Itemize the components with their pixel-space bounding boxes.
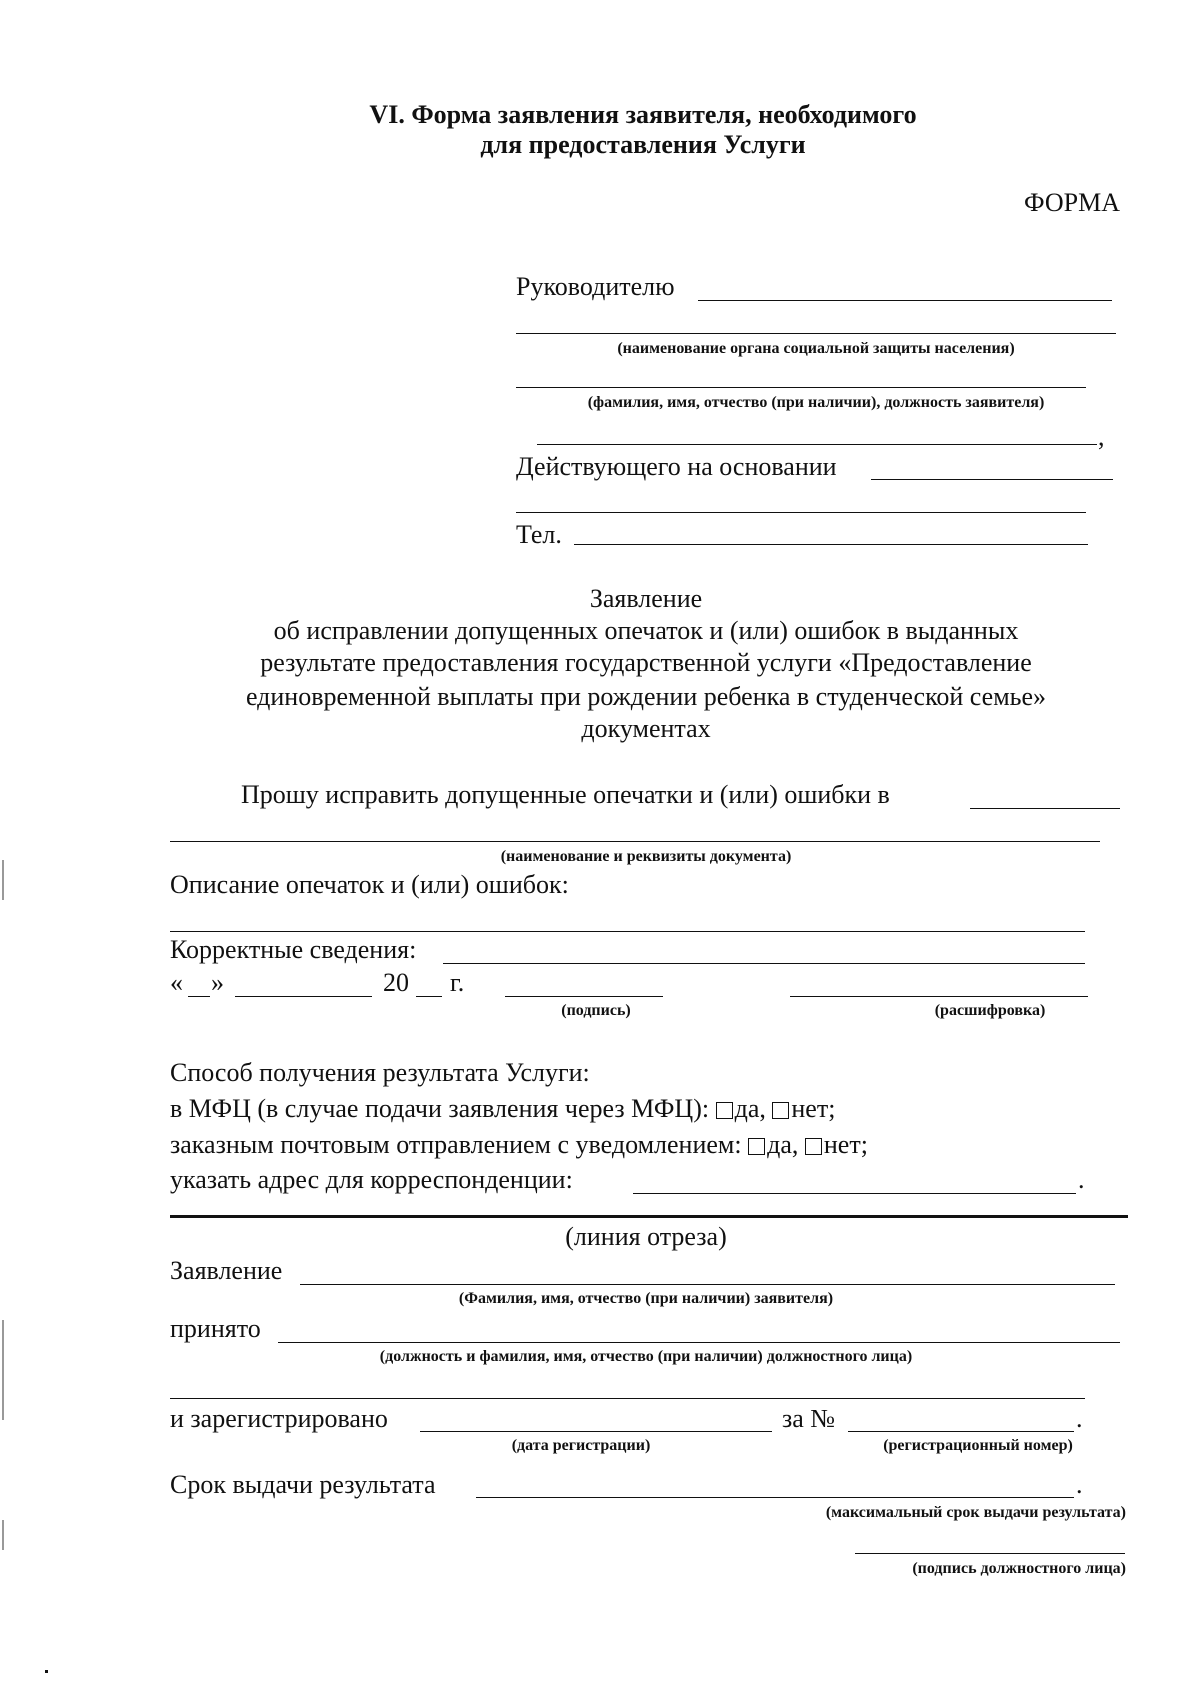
org-name-field-line2[interactable]	[516, 333, 1116, 334]
mfc-yes-label: да,	[734, 1094, 766, 1123]
mfc-no-checkbox[interactable]	[772, 1102, 789, 1119]
applicant-field[interactable]	[516, 387, 1086, 388]
mail-yes-label: да,	[767, 1130, 799, 1159]
decode-field[interactable]	[790, 996, 1088, 997]
document-caption: (наименование и реквизиты документа)	[500, 848, 792, 865]
year-field[interactable]	[416, 996, 442, 997]
form-label: ФОРМА	[1024, 188, 1120, 217]
org-caption: (наименование органа социальной защиты населения)	[617, 340, 1015, 357]
delivery-mfc-text: в МФЦ (в случае подачи заявления через МФЦ):	[170, 1094, 710, 1123]
basis-field[interactable]	[871, 479, 1113, 480]
request-text: Прошу исправить допущенные опечатки и (или) ошибки в	[241, 780, 890, 809]
scan-dot	[45, 1670, 48, 1673]
date-caption: (дата регистрации)	[511, 1437, 651, 1454]
mfc-no-label: нет;	[791, 1094, 836, 1123]
scan-mark	[2, 1320, 4, 1420]
correct-label: Корректные сведения:	[170, 935, 417, 964]
section-title-line2: для предоставления Услуги	[480, 130, 806, 159]
comma: ,	[1098, 422, 1105, 451]
term-label: Срок выдачи результата	[170, 1470, 436, 1499]
document-field-line2[interactable]	[170, 841, 1100, 842]
accepted-caption: (должность и фамилия, имя, отчество (при наличии) должностного лица)	[379, 1348, 913, 1365]
mail-yes-checkbox[interactable]	[748, 1138, 765, 1155]
registration-number-field[interactable]	[848, 1431, 1074, 1432]
year-prefix: 20	[383, 968, 409, 997]
term-period: .	[1076, 1470, 1083, 1499]
official-sign-caption: (подпись должностного лица)	[912, 1560, 1126, 1577]
delivery-mail-row	[170, 1130, 868, 1160]
accepted-field[interactable]	[278, 1342, 1120, 1343]
scan-mark	[2, 1520, 4, 1550]
phone-label: Тел.	[516, 520, 562, 549]
applicant-field-line2[interactable]	[537, 444, 1097, 445]
statement-label: Заявление	[170, 1256, 283, 1285]
title-line2: об исправлении допущенных опечаток и (или) ошибок в выданных	[273, 616, 1019, 645]
delivery-mail-text: заказным почтовым отправлением с уведомлением:	[170, 1130, 742, 1159]
mail-no-label: нет;	[823, 1130, 868, 1159]
accepted-label: принято	[170, 1314, 261, 1343]
year-suffix: г.	[450, 968, 465, 997]
registered-label: и зарегистрировано	[170, 1404, 388, 1433]
registration-date-field[interactable]	[420, 1431, 772, 1432]
date-open-quote: «	[170, 968, 183, 997]
title-line4: единовременной выплаты при рождении ребенка в студенческой семье»	[245, 682, 1047, 711]
phone-field[interactable]	[574, 544, 1088, 545]
month-field[interactable]	[235, 996, 372, 997]
document-field[interactable]	[970, 808, 1120, 809]
delivery-mfc-row	[170, 1094, 835, 1124]
number-label: за №	[782, 1404, 836, 1433]
applicant-caption: (фамилия, имя, отчество (при наличии), должность заявителя)	[587, 394, 1045, 411]
statement-field[interactable]	[300, 1284, 1115, 1285]
cut-line-label: (линия отреза)	[565, 1222, 727, 1251]
term-caption: (максимальный срок выдачи результата)	[825, 1504, 1126, 1521]
title-line5: документах	[581, 714, 711, 743]
cut-line	[170, 1215, 1128, 1218]
scan-mark	[2, 860, 4, 900]
title-line3: результате предоставления государственной услуги «Предоставление	[260, 648, 1032, 677]
basis-label: Действующего на основании	[516, 452, 837, 481]
org-name-field[interactable]	[698, 300, 1112, 301]
official-signature-field[interactable]	[855, 1553, 1125, 1554]
section-title-line1: VI. Форма заявления заявителя, необходимого	[369, 100, 917, 129]
number-caption: (регистрационный номер)	[883, 1437, 1073, 1454]
mfc-yes-checkbox[interactable]	[716, 1102, 733, 1119]
address-label: указать адрес для корреспонденции:	[170, 1165, 573, 1194]
errors-label: Описание опечаток и (или) ошибок:	[170, 870, 569, 899]
day-field[interactable]	[188, 996, 210, 997]
mail-no-checkbox[interactable]	[805, 1138, 822, 1155]
date-close-quote: »	[211, 968, 224, 997]
address-field[interactable]	[633, 1193, 1076, 1194]
correct-field[interactable]	[443, 963, 1085, 964]
decode-caption: (расшифровка)	[934, 1002, 1046, 1019]
title-line1: Заявление	[589, 584, 703, 613]
signature-caption: (подпись)	[561, 1002, 631, 1019]
number-period: .	[1076, 1404, 1083, 1433]
term-field[interactable]	[476, 1497, 1074, 1498]
errors-field[interactable]	[170, 931, 1085, 932]
to-label: Руководителю	[516, 272, 675, 301]
signature-field[interactable]	[505, 996, 663, 997]
statement-caption: (Фамилия, имя, отчество (при наличии) заявителя)	[458, 1290, 834, 1307]
delivery-heading: Способ получения результата Услуги:	[170, 1058, 590, 1087]
address-period: .	[1078, 1165, 1085, 1194]
accepted-field-line2[interactable]	[170, 1398, 1085, 1399]
basis-field-line2[interactable]	[516, 512, 1086, 513]
